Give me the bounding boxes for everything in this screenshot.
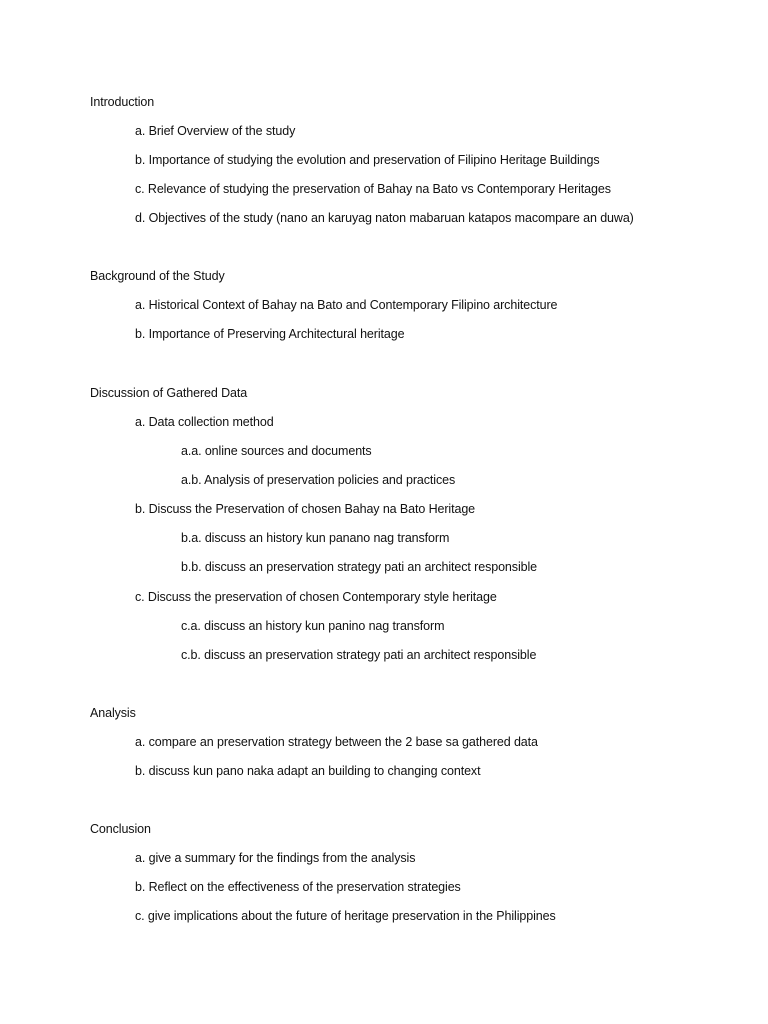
list-item: b. Importance of Preserving Architectural heritage (135, 327, 405, 341)
list-item: a. Historical Context of Bahay na Bato and Contemporary Filipino architecture (135, 298, 558, 312)
list-item: b. discuss kun pano naka adapt an building to changing context (135, 764, 481, 778)
list-item: b. Discuss the Preservation of chosen Bahay na Bato Heritage (135, 502, 476, 516)
list-item: d. Objectives of the study (nano an karuyag naton mabaruan katapos macompare an duwa) (135, 211, 634, 225)
section-heading-conclusion: Conclusion (90, 822, 151, 836)
sub-list-item: c.a. discuss an history kun panino nag transform (181, 619, 445, 633)
section-heading-analysis: Analysis (90, 706, 136, 720)
list-item: b. Reflect on the effectiveness of the preservation strategies (135, 880, 461, 894)
list-item: c. Discuss the preservation of chosen Contemporary style heritage (135, 590, 497, 604)
list-item: a. compare an preservation strategy between the 2 base sa gathered data (135, 735, 538, 749)
sub-list-item: b.a. discuss an history kun panano nag transform (181, 531, 450, 545)
sub-list-item: a.b. Analysis of preservation policies and practices (181, 473, 456, 487)
list-item: a. Data collection method (135, 415, 274, 429)
section-heading-background: Background of the Study (90, 269, 225, 283)
list-item: c. Relevance of studying the preservation of Bahay na Bato vs Contemporary Heritages (135, 182, 611, 196)
list-item: b. Importance of studying the evolution and preservation of Filipino Heritage Buildings (135, 153, 600, 167)
section-heading-introduction: Introduction (90, 95, 155, 109)
list-item: a. give a summary for the findings from the analysis (135, 851, 416, 865)
section-heading-discussion: Discussion of Gathered Data (90, 386, 248, 400)
list-item: c. give implications about the future of heritage preservation in the Philippines (135, 909, 556, 923)
sub-list-item: b.b. discuss an preservation strategy pati an architect responsible (181, 560, 537, 574)
sub-list-item: c.b. discuss an preservation strategy pati an architect responsible (181, 648, 537, 662)
sub-list-item: a.a. online sources and documents (181, 444, 372, 458)
list-item: a. Brief Overview of the study (135, 124, 296, 138)
